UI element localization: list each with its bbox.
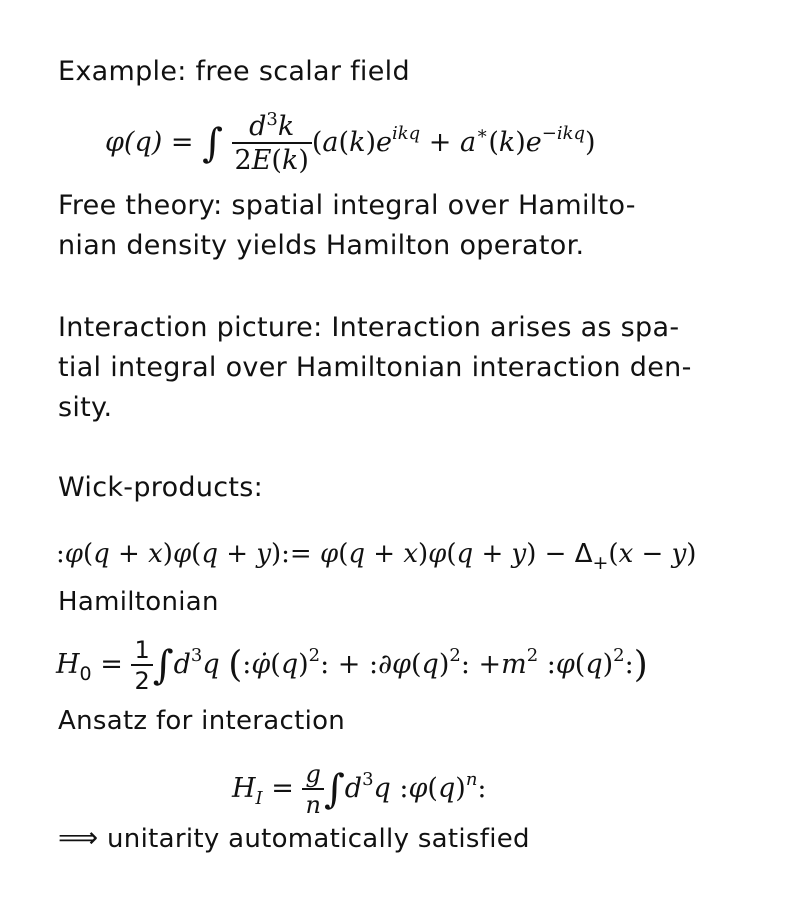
g-over-n-fraction: $\frac{g}{n}$: [302, 762, 323, 817]
half-fraction: $\frac{1}{2}$: [131, 638, 152, 693]
interaction-picture-line-3: sity.: [58, 392, 113, 423]
phi-lhs: φ(q) =: [105, 127, 194, 158]
free-theory-line-1: Free theory: spatial integral over Hamilto-: [58, 190, 636, 221]
hi-equation: $H_I$ = $\frac{g}{n}$ $\int d^3q$ $:\varphi(q)^n$:: [232, 760, 487, 819]
free-field-equation: [105, 109, 596, 176]
h0-equation: $H_0$ = $\frac{1}{2}$ $\int d^3q$ ($:\varphi̇(q)^2$: + $:\partial\varphi(q)^2$: $+m^2$ $:\varphi(q)^2$:): [56, 636, 648, 695]
fraction-denominator: 2E(k): [232, 142, 312, 174]
phi-rhs: $(a(k)e^{ikq} + a^∗(k)e^{-ikq})$: [311, 123, 596, 158]
ansatz-heading: Ansatz for interaction: [58, 706, 346, 736]
conclusion-line: [58, 818, 530, 859]
interaction-picture-line-1: Interaction picture: Interaction arises as spa-: [58, 312, 680, 343]
integral-sign: ∫: [202, 120, 223, 167]
wick-heading: Wick-products:: [58, 472, 264, 503]
free-theory-line-2: nian density yields Hamilton operator.: [58, 230, 585, 261]
example-heading: Example: free scalar field: [58, 56, 410, 87]
fraction-numerator: $d^3k$: [249, 109, 295, 142]
wick-equation: :φ(q + x)φ(q + y):= $\varphi(q + x)\varphi(q + y) - \Delta_+(x - y)$: [56, 539, 697, 574]
interaction-picture-line-2: tial integral over Hamiltonian interaction den-: [58, 352, 692, 383]
conclusion-text: unitarity automatically satisfied: [107, 824, 530, 854]
implies-arrow-icon: ⟹: [58, 821, 99, 854]
measure-fraction: [232, 109, 312, 176]
hamiltonian-heading: Hamiltonian: [58, 587, 219, 617]
